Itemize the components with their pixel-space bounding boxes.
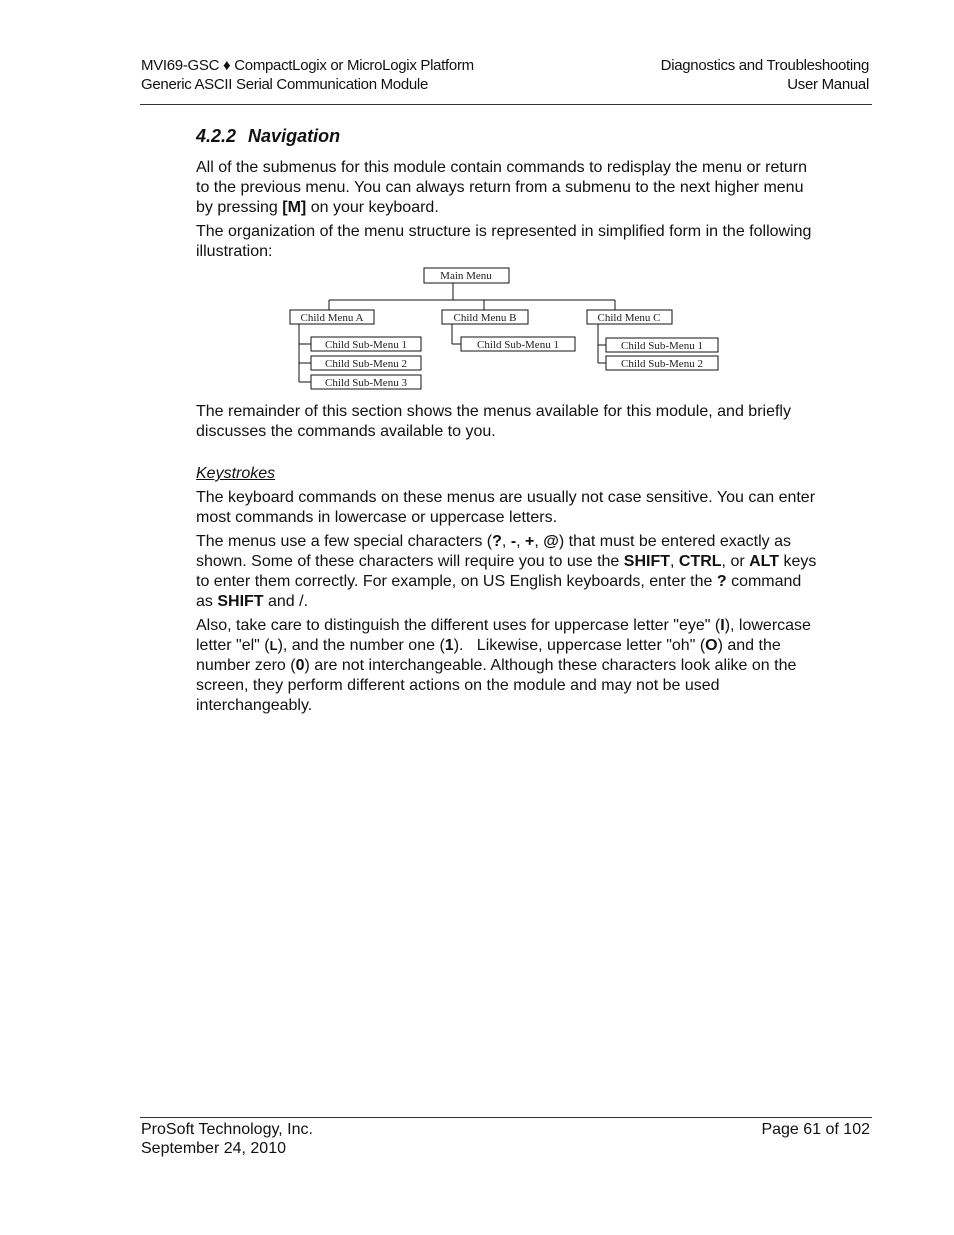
paragraph-text: Also, take care to distinguish the different uses for uppercase letter "eye" ( [196, 617, 721, 634]
keystrokes-heading: Keystrokes [196, 465, 276, 482]
child-menu-b-label: Child Menu B [453, 312, 517, 324]
c-sub-menu-2-label: Child Sub-Menu 2 [621, 358, 703, 370]
key-question: ? [716, 573, 727, 590]
char-number-zero: 0 [295, 657, 305, 674]
c-sub-menu-1-label: Child Sub-Menu 1 [621, 340, 703, 352]
main-menu-box [424, 268, 509, 283]
key-alt: ALT [749, 553, 780, 570]
a-sub-menu-1-box [311, 337, 421, 351]
paragraph-text: on your keyboard. [306, 199, 439, 216]
b-sub-menu-1-label: Child Sub-Menu 1 [477, 339, 559, 351]
char-uppercase-o: O [705, 637, 718, 654]
a-sub-menu-3-label: Child Sub-Menu 3 [325, 377, 407, 389]
paragraph-distinguish-characters [196, 616, 821, 716]
key-plus: + [525, 533, 535, 550]
section-title: Navigation [248, 126, 341, 146]
header-divider [140, 104, 872, 105]
paragraph-text: ) that must be entered exactly as shown. Some of these characters will require you to use the [196, 533, 791, 570]
page-footer-left [141, 1120, 313, 1158]
key-minus: - [510, 533, 517, 550]
a-sub-menu-1-label: Child Sub-Menu 1 [325, 339, 407, 351]
footer-page-number: Page 61 of 102 [761, 1121, 870, 1138]
paragraph-text: ) and the number zero ( [196, 637, 781, 674]
header-product-subtitle: Generic ASCII Serial Communication Module [141, 76, 428, 93]
header-product-title: MVI69-GSC ♦ CompactLogix or MicroLogix Platform [141, 57, 474, 74]
paragraph-special-characters [196, 532, 821, 612]
paragraph-text: ), lowercase letter "el" ( [196, 617, 811, 654]
char-lowercase-l: L [269, 638, 278, 653]
paragraph-text: The menus use a few special characters ( [196, 533, 493, 550]
char-number-one: 1 [444, 637, 454, 654]
paragraph-text: ). Likewise, uppercase letter "oh" ( [453, 637, 706, 654]
child-menu-c-box [587, 310, 672, 324]
child-menu-b-box [442, 310, 528, 324]
header-chapter-title: Diagnostics and Troubleshooting [660, 57, 869, 74]
paragraph-text: , [670, 553, 679, 570]
key-m: [M] [282, 199, 307, 216]
menu-structure-diagram [196, 266, 821, 396]
paragraph-text: All of the submenus for this module contain commands to redisplay the menu or return to the previous menu. You can always return from a submenu to the next higher menu by pressing [196, 159, 807, 216]
paragraph-organization: The organization of the menu structure is represented in simplified form in the following illustration: [196, 223, 812, 260]
child-menu-c-label: Child Menu C [597, 312, 661, 324]
paragraph-text: keys to enter them correctly. For example, on US English keyboards, enter the [196, 553, 817, 590]
key-shift: SHIFT [217, 593, 264, 610]
paragraph-text: , [516, 533, 526, 550]
a-sub-menu-2-label: Child Sub-Menu 2 [325, 358, 407, 370]
char-uppercase-i: I [720, 617, 725, 634]
paragraph-submenus [196, 158, 821, 218]
header-manual-type: User Manual [787, 76, 869, 93]
paragraph-text: ), and the number one ( [277, 637, 445, 654]
key-shift: SHIFT [623, 553, 670, 570]
footer-company: ProSoft Technology, Inc. [141, 1121, 313, 1138]
paragraph-remainder: The remainder of this section shows the menus available for this module, and briefly discusses the commands available to you. [196, 403, 791, 440]
paragraph-text: , [534, 533, 544, 550]
key-question: ? [492, 533, 502, 550]
footer-date: September 24, 2010 [141, 1140, 286, 1157]
a-sub-menu-3-box [311, 375, 421, 389]
paragraph-case-sensitivity: The keyboard commands on these menus are usually not case sensitive. You can enter most commands in lowercase or uppercase letters. [196, 489, 816, 526]
a-sub-menu-2-box [311, 356, 421, 370]
page-header-right [661, 56, 869, 94]
paragraph-text: and /. [263, 593, 309, 610]
key-ctrl: CTRL [678, 553, 722, 570]
paragraph-text: ) are not interchangeable. Although these characters look alike on the screen, they perform different actions on the module and may not be used interchangeably. [196, 657, 797, 714]
main-content [196, 124, 821, 720]
footer-divider [140, 1117, 872, 1118]
page-header-left [141, 56, 474, 94]
page-footer-right [761, 1120, 870, 1139]
child-menu-a-label: Child Menu A [300, 312, 364, 324]
b-sub-menu-1-box [461, 337, 575, 351]
child-menu-a-box [290, 310, 374, 324]
c-sub-menu-1-box [606, 338, 718, 352]
section-heading [196, 124, 821, 148]
c-sub-menu-2-box [606, 356, 718, 370]
paragraph-text: , [501, 533, 511, 550]
section-number: 4.2.2 [196, 126, 237, 146]
paragraph-text: , or [721, 553, 750, 570]
main-menu-label: Main Menu [440, 270, 492, 282]
paragraph-text: command as [196, 573, 802, 610]
key-at: @ [543, 533, 559, 550]
